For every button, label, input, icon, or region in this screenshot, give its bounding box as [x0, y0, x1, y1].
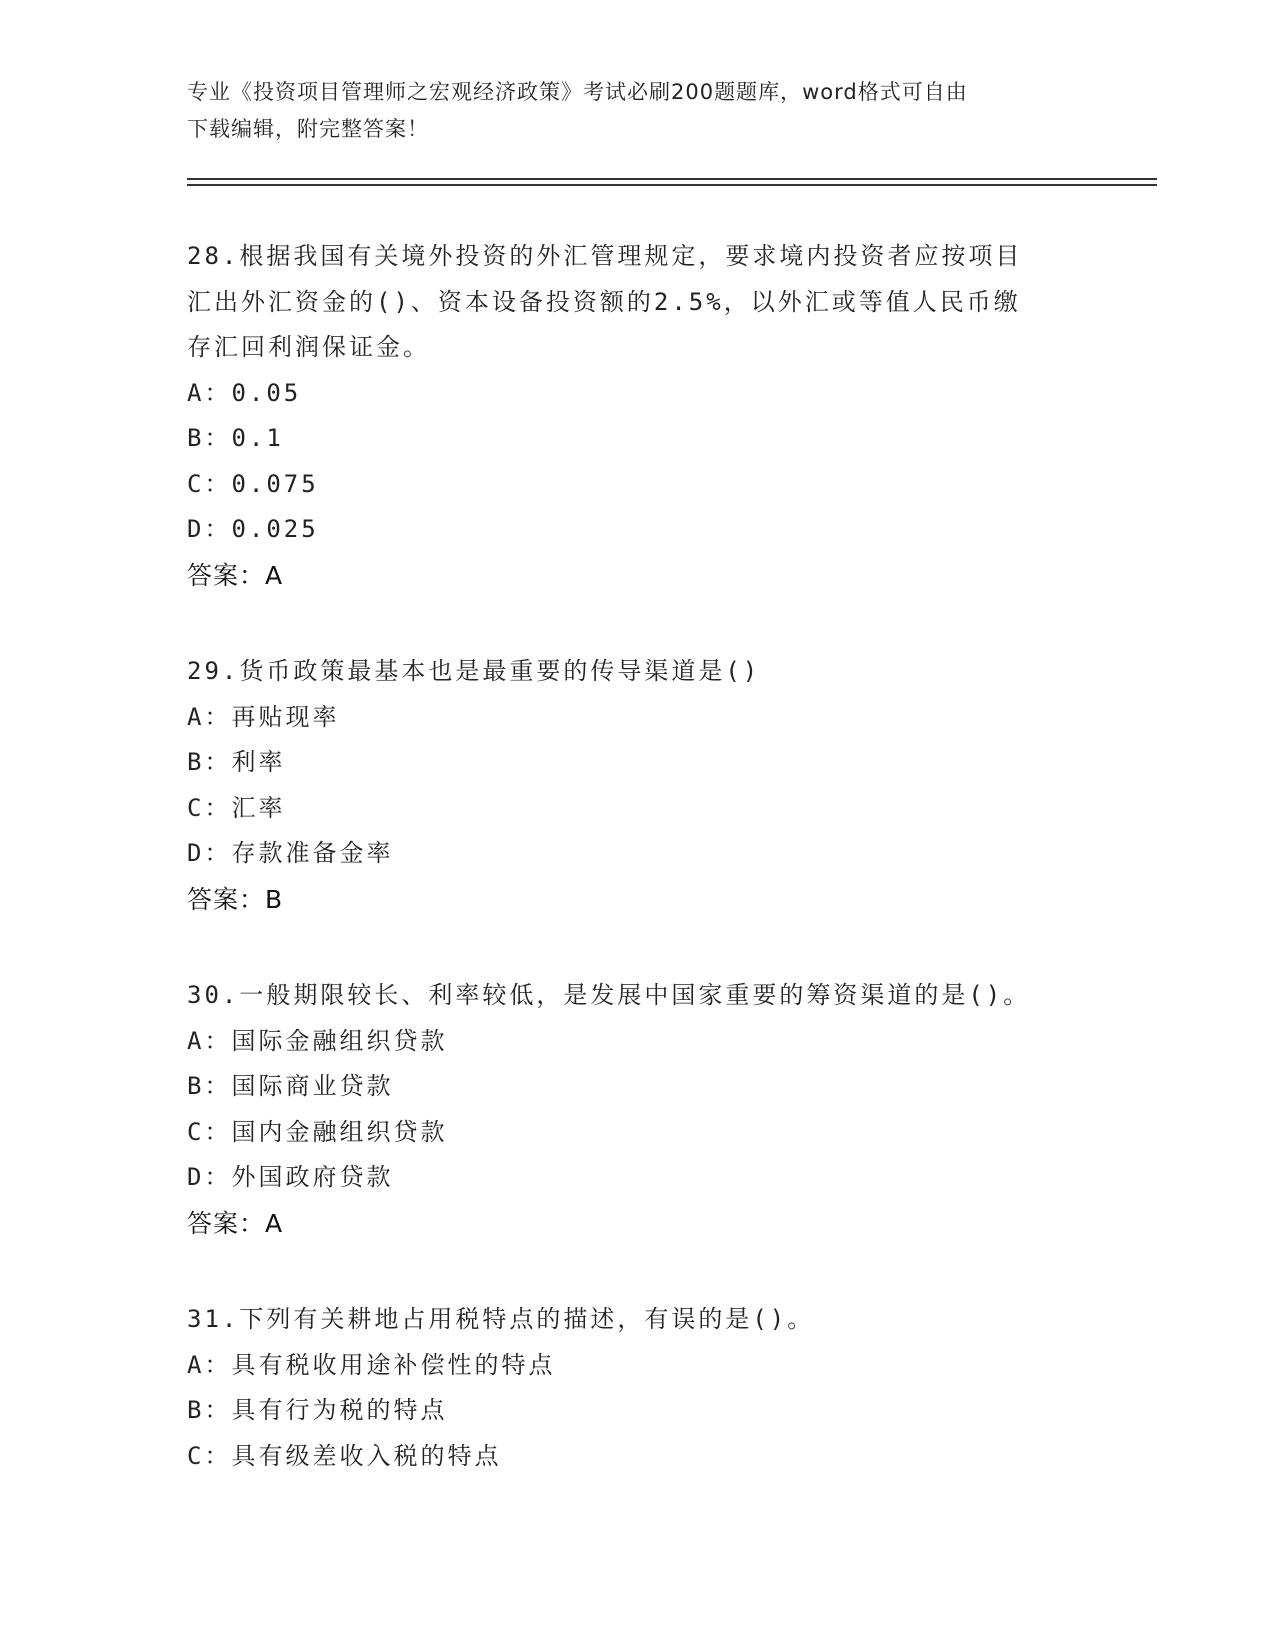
answer: 答案：B: [187, 884, 284, 914]
option-b: B：利率: [187, 748, 286, 776]
question-29: [187, 649, 1087, 922]
option-a: A：0.05: [187, 378, 302, 407]
header-line-1: 专业《投资项目管理师之宏观经济政策》考试必刷200题题库，word格式可自由: [187, 80, 968, 104]
question-stem-line: 28.根据我国有关境外投资的外汇管理规定，要求境内投资者应按项目: [187, 242, 1023, 270]
option-a: A：具有税收用途补偿性的特点: [187, 1350, 556, 1379]
question-stem-line: 29.货币政策最基本也是最重要的传导渠道是(): [187, 657, 761, 685]
option-b: B：具有行为税的特点: [187, 1396, 448, 1424]
option-d: D：存款准备金率: [187, 839, 394, 867]
question-stem: [187, 1297, 1087, 1343]
header-divider-bottom: [187, 184, 1157, 186]
answer: 答案：A: [187, 560, 284, 590]
option-c: C：0.075: [187, 469, 319, 498]
question-30: [187, 973, 1087, 1246]
option-c: C：汇率: [187, 793, 286, 822]
question-stem: [187, 234, 1087, 371]
option-a: A：国际金融组织贷款: [187, 1026, 448, 1055]
answer: 答案：A: [187, 1208, 284, 1238]
header-line-2: 下载编辑，附完整答案！: [187, 117, 429, 141]
question-stem: [187, 649, 1087, 695]
document-header: [187, 74, 1087, 148]
question-stem-line: 汇出外汇资金的()、资本设备投资额的2.5%，以外汇或等值人民币缴: [187, 287, 1021, 316]
option-b: B：0.1: [187, 424, 284, 452]
option-a: A：再贴现率: [187, 702, 340, 731]
option-c: C：具有级差收入税的特点: [187, 1441, 502, 1470]
option-c: C：国内金融组织贷款: [187, 1117, 448, 1146]
question-stem-line: 存汇回利润保证金。: [187, 333, 430, 361]
option-d: D：外国政府贷款: [187, 1163, 394, 1191]
question-list: [187, 234, 1087, 1530]
question-stem-line: 31.下列有关耕地占用税特点的描述，有误的是()。: [187, 1305, 815, 1333]
question-31: [187, 1297, 1087, 1479]
option-b: B：国际商业贷款: [187, 1072, 394, 1100]
question-stem-line: 30.一般期限较长、利率较低，是发展中国家重要的筹资渠道的是()。: [187, 981, 1031, 1009]
header-divider-top: [187, 178, 1157, 180]
option-d: D：0.025: [187, 515, 319, 543]
question-stem: [187, 973, 1087, 1019]
question-28: [187, 234, 1087, 598]
